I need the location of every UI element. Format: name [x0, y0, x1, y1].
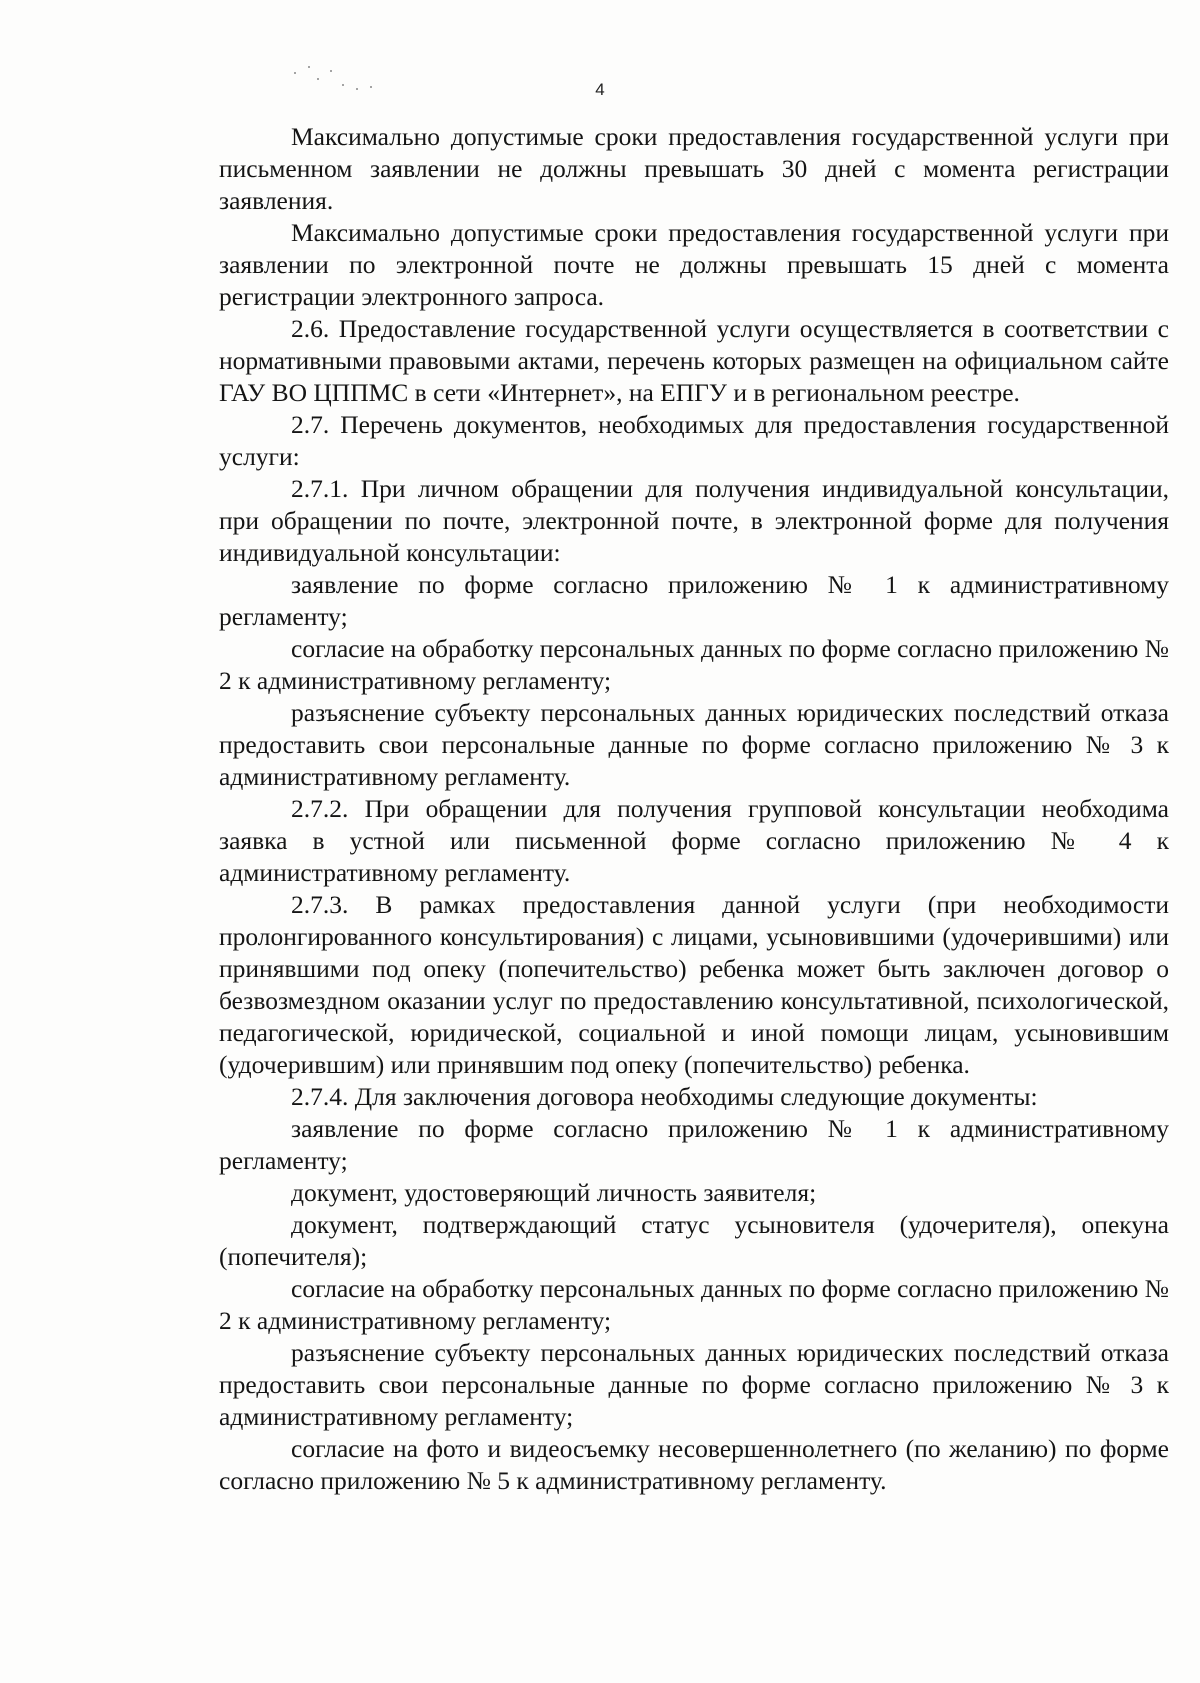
page-number: 4 — [595, 80, 605, 99]
paragraph: 2.6. Предоставление государственной услуги осуществляется в соответствии с нормативными правовыми актами, перечень которых размещен на официальном сайте ГАУ ВО ЦППМС в сети «Интернет», на ЕПГУ и в региональном реестре. — [219, 314, 1169, 407]
paragraph: заявление по форме согласно приложению № 1 к административному регламенту; — [219, 570, 1169, 631]
paragraph: заявление по форме согласно приложению № 1 к административному регламенту; — [219, 1114, 1169, 1175]
paragraph: документ, удостоверяющий личность заявителя; — [291, 1178, 817, 1207]
paragraph: разъяснение субъекту персональных данных юридических последствий отказа предоставить свои персональные данные по форме согласно приложению № 3 к административному регламенту. — [219, 698, 1169, 791]
paragraph: согласие на обработку персональных данных по форме согласно приложению № 2 к административному регламенту; — [219, 1274, 1169, 1335]
paragraph: Максимально допустимые сроки предоставления государственной услуги при письменном заявлении не должны превышать 30 дней с момента регистрации заявления. — [219, 122, 1169, 215]
paragraph: документ, подтверждающий статус усыновителя (удочерителя), опекуна (попечителя); — [219, 1210, 1169, 1271]
paragraph: согласие на обработку персональных данных по форме согласно приложению № 2 к административному регламенту; — [219, 634, 1169, 695]
paragraph: согласие на фото и видеосъемку несовершеннолетнего (по желанию) по форме согласно приложению № 5 к административному регламенту. — [219, 1434, 1169, 1495]
paragraph: 2.7. Перечень документов, необходимых для предоставления государственной услуги: — [219, 410, 1169, 471]
paragraph: 2.7.4. Для заключения договора необходимы следующие документы: — [291, 1082, 1038, 1111]
paragraph: разъяснение субъекту персональных данных юридических последствий отказа предоставить свои персональные данные по форме согласно приложению № 3 к административному регламенту; — [219, 1338, 1169, 1431]
paragraph: 2.7.2. При обращении для получения групповой консультации необходима заявка в устной или письменной форме согласно приложению № 4 к административному регламенту. — [219, 794, 1169, 887]
paragraph: 2.7.1. При личном обращении для получения индивидуальной консультации, при обращении по почте, электронной почте, в электронной форме для получения индивидуальной консультации: — [219, 474, 1169, 567]
paragraph: 2.7.3. В рамках предоставления данной услуги (при необходимости пролонгированного консультирования) с лицами, усыновившими (удочерившими) или принявшими под опеку (попечительство) ребенка может быть заключен договор о безвозмездном оказании услуг по предоставлению консультативной, психологической, педагогической, юридической, социальной и иной помощи лицам, усыновившим (удочерившим) или принявшим под опеку (попечительство) ребенка. — [219, 890, 1169, 1079]
document-body — [219, 121, 1169, 1497]
paragraph: Максимально допустимые сроки предоставления государственной услуги при заявлении по электронной почте не должны превышать 15 дней с момента регистрации электронного запроса. — [219, 218, 1169, 311]
